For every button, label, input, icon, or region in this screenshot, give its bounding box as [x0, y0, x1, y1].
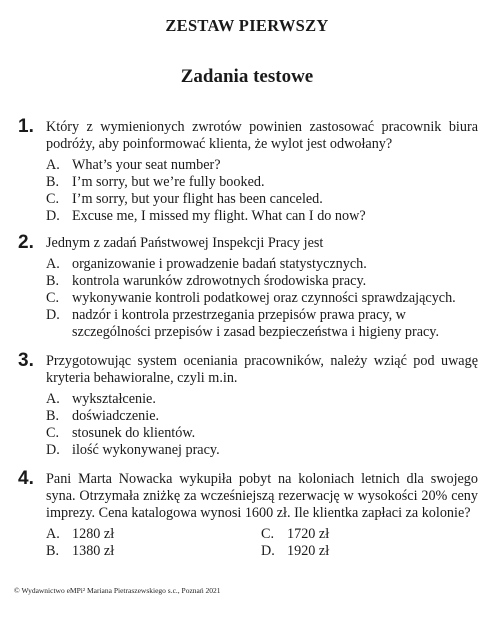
- answer-option[interactable]: [46, 307, 478, 341]
- answer-letter: A.: [46, 157, 60, 173]
- answer-option[interactable]: [46, 408, 478, 425]
- answer-text: nadzór i kontrola przestrzegania przepisów prawa pracy, w szczególności przepisów i zasad bezpieczeństwa i higieny pracy.: [72, 307, 440, 340]
- answer-text: Excuse me, I missed my flight. What can I do now?: [72, 208, 366, 224]
- question-text: Pani Marta Nowacka wykupiła pobyt na koloniach letnich dla swojego syna. Otrzymała zniżkę za wcześniejszą rezerwację w wysokości 20% ceny imprezy. Cena katalogowa wynosi 1600 zł. Ile klientka zapłaci za kolonie?: [46, 471, 478, 521]
- answer-option[interactable]: [46, 425, 478, 442]
- question-text: Przygotowując system oceniania pracowników, należy wziąć pod uwagę kryteria behawioralne, czyli m.in.: [46, 353, 478, 386]
- answer-text: I’m sorry, but your flight has been canceled.: [72, 191, 323, 207]
- answer-text: I’m sorry, but we’re fully booked.: [72, 174, 265, 190]
- copyright-footer: © Wydawnictwo eMPi² Mariana Pietraszewskiego s.c., Poznań 2021: [14, 586, 221, 595]
- answer-letter: C.: [46, 290, 60, 306]
- answer-option[interactable]: [46, 256, 478, 273]
- question-number: 4.: [18, 468, 34, 489]
- answer-letter: A.: [46, 391, 60, 407]
- answer-text: organizowanie i prowadzenie badań statystycznych.: [72, 256, 367, 272]
- answer-option[interactable]: [261, 526, 478, 543]
- answer-letter: B.: [46, 543, 60, 559]
- answer-text: 1920 zł: [287, 543, 330, 559]
- answer-text: 1280 zł: [72, 526, 115, 542]
- answer-text: ilość wykonywanej pracy.: [72, 442, 220, 458]
- answer-text: stosunek do klientów.: [72, 425, 196, 441]
- answer-option[interactable]: [46, 191, 478, 208]
- answer-text: wykształcenie.: [72, 391, 156, 407]
- answer-letter: D.: [261, 543, 275, 559]
- section-title: Zadania testowe: [180, 66, 314, 87]
- question-number: 1.: [18, 116, 34, 137]
- question-list: [0, 116, 494, 560]
- answer-list: [46, 526, 478, 560]
- question-4: [0, 468, 494, 560]
- question-3: [0, 350, 494, 459]
- answer-list: [46, 256, 478, 341]
- question-number: 2.: [18, 232, 34, 253]
- answer-option[interactable]: [46, 273, 478, 290]
- answer-option[interactable]: [46, 543, 261, 560]
- question-1: [0, 116, 494, 225]
- answer-letter: B.: [46, 408, 60, 424]
- answer-letter: B.: [46, 174, 60, 190]
- answer-letter: A.: [46, 256, 60, 272]
- answer-letter: C.: [46, 425, 60, 441]
- answer-option[interactable]: [46, 442, 478, 459]
- answer-option[interactable]: [261, 543, 478, 560]
- answer-option[interactable]: [46, 391, 478, 408]
- answer-option[interactable]: [46, 157, 478, 174]
- answer-list: [46, 391, 478, 459]
- answer-option[interactable]: [46, 208, 478, 225]
- answer-option[interactable]: [46, 174, 478, 191]
- answer-letter: A.: [46, 526, 60, 542]
- answer-letter: D.: [46, 307, 60, 323]
- answer-letter: C.: [46, 191, 60, 207]
- answer-letter: C.: [261, 526, 275, 542]
- question-text: Jednym z zadań Państwowej Inspekcji Pracy jest: [46, 235, 324, 251]
- answer-text: 1380 zł: [72, 543, 115, 559]
- question-text: Który z wymienionych zwrotów powinien zastosować pracownik biura podróży, aby poinformować klienta, że wylot jest odwołany?: [46, 119, 478, 152]
- answer-text: 1720 zł: [287, 526, 330, 542]
- answer-text: kontrola warunków zdrowotnych środowiska pracy.: [72, 273, 367, 289]
- answer-text: doświadczenie.: [72, 408, 160, 424]
- question-2: [0, 232, 494, 341]
- answer-option[interactable]: [46, 526, 261, 543]
- answer-letter: D.: [46, 208, 60, 224]
- answer-letter: D.: [46, 442, 60, 458]
- answer-text: What’s your seat number?: [72, 157, 221, 173]
- answer-option[interactable]: [46, 290, 478, 307]
- page-title: ZESTAW PIERWSZY: [165, 16, 329, 35]
- answer-list: [46, 157, 478, 225]
- answer-letter: B.: [46, 273, 60, 289]
- answer-text: wykonywanie kontroli podatkowej oraz czynności sprawdzających.: [72, 290, 456, 306]
- question-number: 3.: [18, 350, 34, 371]
